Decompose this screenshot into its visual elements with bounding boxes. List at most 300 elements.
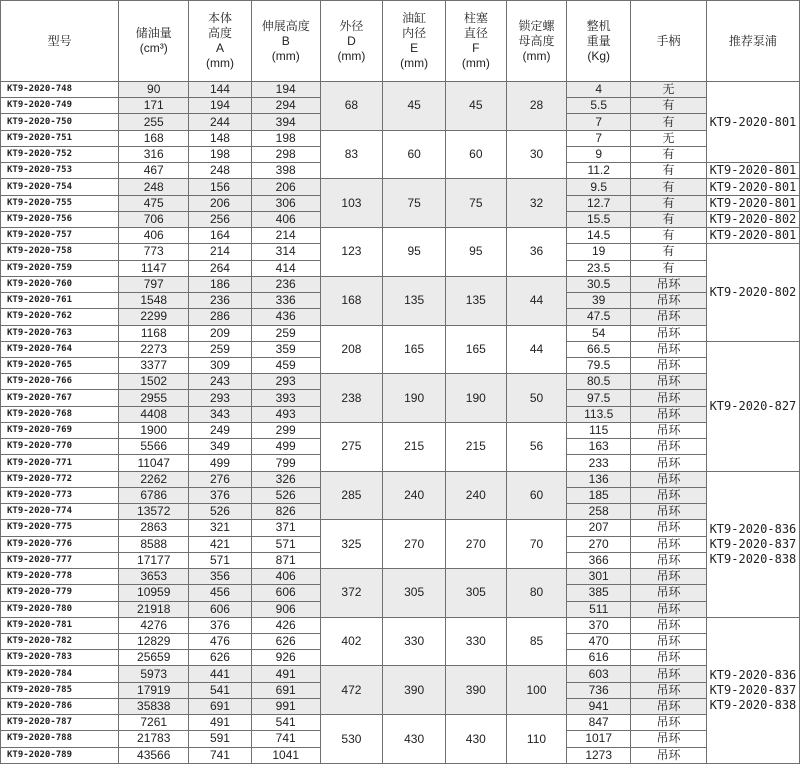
extended-height-cell: 259 — [251, 325, 320, 341]
oil-capacity-cell: 2955 — [119, 390, 189, 406]
oil-capacity-cell: 168 — [119, 130, 189, 146]
oil-capacity-cell: 773 — [119, 244, 189, 260]
oil-capacity-cell: 35838 — [119, 698, 189, 714]
model-cell: KT9-2020-759 — [1, 260, 119, 276]
handle-cell: 无 — [631, 130, 707, 146]
body-height-cell: 209 — [189, 325, 252, 341]
model-cell: KT9-2020-764 — [1, 341, 119, 357]
table-row — [1, 82, 800, 98]
body-height-cell: 343 — [189, 406, 252, 422]
outer-diameter-cell: 285 — [320, 471, 383, 520]
oil-capacity-cell: 406 — [119, 228, 189, 244]
body-height-cell: 571 — [189, 552, 252, 568]
extended-height-cell: 991 — [251, 698, 320, 714]
weight-cell: 470 — [567, 633, 631, 649]
pump-model-text: KT9-2020-801 — [709, 179, 797, 194]
handle-cell: 吊环 — [631, 357, 707, 373]
extended-height-cell: 499 — [251, 439, 320, 455]
outer-diameter-cell: 68 — [320, 82, 383, 131]
model-cell: KT9-2020-787 — [1, 715, 119, 731]
model-cell: KT9-2020-766 — [1, 374, 119, 390]
handle-cell: 吊环 — [631, 601, 707, 617]
handle-cell: 吊环 — [631, 374, 707, 390]
handle-cell: 吊环 — [631, 422, 707, 438]
weight-cell: 370 — [567, 617, 631, 633]
table-row — [1, 276, 800, 292]
plunger-diameter-cell: 430 — [445, 715, 506, 764]
model-cell: KT9-2020-773 — [1, 487, 119, 503]
extended-height-cell: 571 — [251, 536, 320, 552]
cylinder-bore-cell: 270 — [383, 520, 446, 569]
oil-capacity-cell: 12829 — [119, 633, 189, 649]
model-cell: KT9-2020-768 — [1, 406, 119, 422]
extended-height-cell: 299 — [251, 422, 320, 438]
model-cell: KT9-2020-751 — [1, 130, 119, 146]
table-row — [1, 471, 800, 487]
lock-nut-height-cell: 32 — [506, 179, 567, 228]
model-cell: KT9-2020-776 — [1, 536, 119, 552]
handle-cell: 吊环 — [631, 390, 707, 406]
body-height-cell: 349 — [189, 439, 252, 455]
handle-cell: 吊环 — [631, 650, 707, 666]
oil-capacity-cell: 21918 — [119, 601, 189, 617]
lock-nut-height-cell: 100 — [506, 666, 567, 715]
handle-cell: 有 — [631, 244, 707, 260]
lock-nut-height-cell: 44 — [506, 276, 567, 325]
cylinder-bore-cell: 135 — [383, 276, 446, 325]
table-row — [1, 666, 800, 682]
outer-diameter-cell: 123 — [320, 228, 383, 277]
table-row — [1, 520, 800, 536]
extended-height-cell: 871 — [251, 552, 320, 568]
oil-capacity-cell: 248 — [119, 179, 189, 195]
extended-height-cell: 406 — [251, 569, 320, 585]
weight-cell: 385 — [567, 585, 631, 601]
plunger-diameter-cell: 390 — [445, 666, 506, 715]
handle-cell: 吊环 — [631, 309, 707, 325]
oil-capacity-cell: 4408 — [119, 406, 189, 422]
model-cell: KT9-2020-770 — [1, 439, 119, 455]
weight-cell: 9 — [567, 146, 631, 162]
weight-cell: 39 — [567, 293, 631, 309]
oil-capacity-cell: 1147 — [119, 260, 189, 276]
body-height-cell: 356 — [189, 569, 252, 585]
oil-capacity-cell: 43566 — [119, 747, 189, 763]
header-outer-diameter: 外径 D (mm) — [320, 1, 383, 82]
cylinder-bore-cell: 215 — [383, 422, 446, 471]
weight-cell: 258 — [567, 504, 631, 520]
body-height-cell: 476 — [189, 633, 252, 649]
weight-cell: 14.5 — [567, 228, 631, 244]
body-height-cell: 541 — [189, 682, 252, 698]
weight-cell: 115 — [567, 422, 631, 438]
body-height-cell: 214 — [189, 244, 252, 260]
oil-capacity-cell: 316 — [119, 146, 189, 162]
body-height-cell: 194 — [189, 98, 252, 114]
model-cell: KT9-2020-788 — [1, 731, 119, 747]
header-row — [1, 1, 800, 82]
handle-cell: 吊环 — [631, 325, 707, 341]
weight-cell: 7 — [567, 114, 631, 130]
pump-model-text: KT9-2020-827 — [709, 398, 797, 413]
table-row — [1, 179, 800, 195]
recommended-pump-cell — [706, 211, 799, 227]
body-height-cell: 321 — [189, 520, 252, 536]
pump-model-text: KT9-2020-801 — [709, 114, 797, 129]
plunger-diameter-cell: 45 — [445, 82, 506, 131]
oil-capacity-cell: 10959 — [119, 585, 189, 601]
body-height-cell: 691 — [189, 698, 252, 714]
oil-capacity-cell: 6786 — [119, 487, 189, 503]
handle-cell: 有 — [631, 195, 707, 211]
model-cell: KT9-2020-748 — [1, 82, 119, 98]
model-cell: KT9-2020-754 — [1, 179, 119, 195]
outer-diameter-cell: 472 — [320, 666, 383, 715]
table-row — [1, 569, 800, 585]
lock-nut-height-cell: 56 — [506, 422, 567, 471]
header-model: 型号 — [1, 1, 119, 82]
header-body-height: 本体 高度 A (mm) — [189, 1, 252, 82]
weight-cell: 366 — [567, 552, 631, 568]
plunger-diameter-cell: 240 — [445, 471, 506, 520]
extended-height-cell: 459 — [251, 357, 320, 373]
handle-cell: 有 — [631, 163, 707, 179]
handle-cell: 有 — [631, 211, 707, 227]
extended-height-cell: 314 — [251, 244, 320, 260]
weight-cell: 5.5 — [567, 98, 631, 114]
extended-height-cell: 491 — [251, 666, 320, 682]
extended-height-cell: 198 — [251, 130, 320, 146]
weight-cell: 207 — [567, 520, 631, 536]
body-height-cell: 286 — [189, 309, 252, 325]
extended-height-cell: 414 — [251, 260, 320, 276]
extended-height-cell: 906 — [251, 601, 320, 617]
body-height-cell: 491 — [189, 715, 252, 731]
weight-cell: 15.5 — [567, 211, 631, 227]
weight-cell: 4 — [567, 82, 631, 98]
pump-model-text: KT9-2020-801 — [709, 163, 797, 178]
outer-diameter-cell: 325 — [320, 520, 383, 569]
extended-height-cell: 541 — [251, 715, 320, 731]
extended-height-cell: 236 — [251, 276, 320, 292]
weight-cell: 941 — [567, 698, 631, 714]
weight-cell: 12.7 — [567, 195, 631, 211]
oil-capacity-cell: 4276 — [119, 617, 189, 633]
model-cell: KT9-2020-784 — [1, 666, 119, 682]
handle-cell: 有 — [631, 260, 707, 276]
model-cell: KT9-2020-756 — [1, 211, 119, 227]
handle-cell: 有 — [631, 98, 707, 114]
cylinder-bore-cell: 390 — [383, 666, 446, 715]
outer-diameter-cell: 402 — [320, 617, 383, 666]
plunger-diameter-cell: 305 — [445, 569, 506, 618]
model-cell: KT9-2020-774 — [1, 504, 119, 520]
extended-height-cell: 799 — [251, 455, 320, 471]
weight-cell: 23.5 — [567, 260, 631, 276]
weight-cell: 7 — [567, 130, 631, 146]
outer-diameter-cell: 238 — [320, 374, 383, 423]
body-height-cell: 248 — [189, 163, 252, 179]
handle-cell: 吊环 — [631, 585, 707, 601]
oil-capacity-cell: 5566 — [119, 439, 189, 455]
lock-nut-height-cell: 50 — [506, 374, 567, 423]
recommended-pump-cell — [706, 228, 799, 244]
extended-height-cell: 206 — [251, 179, 320, 195]
recommended-pump-cell — [706, 341, 799, 471]
extended-height-cell: 326 — [251, 471, 320, 487]
handle-cell: 吊环 — [631, 471, 707, 487]
table-row — [1, 325, 800, 341]
weight-cell: 736 — [567, 682, 631, 698]
extended-height-cell: 626 — [251, 633, 320, 649]
model-cell: KT9-2020-777 — [1, 552, 119, 568]
extended-height-cell: 436 — [251, 309, 320, 325]
handle-cell: 有 — [631, 228, 707, 244]
body-height-cell: 741 — [189, 747, 252, 763]
weight-cell: 270 — [567, 536, 631, 552]
weight-cell: 30.5 — [567, 276, 631, 292]
oil-capacity-cell: 2863 — [119, 520, 189, 536]
weight-cell: 66.5 — [567, 341, 631, 357]
oil-capacity-cell: 17177 — [119, 552, 189, 568]
handle-cell: 吊环 — [631, 698, 707, 714]
extended-height-cell: 298 — [251, 146, 320, 162]
handle-cell: 有 — [631, 179, 707, 195]
extended-height-cell: 606 — [251, 585, 320, 601]
body-height-cell: 148 — [189, 130, 252, 146]
model-cell: KT9-2020-767 — [1, 390, 119, 406]
plunger-diameter-cell: 270 — [445, 520, 506, 569]
weight-cell: 301 — [567, 569, 631, 585]
cylinder-bore-cell: 430 — [383, 715, 446, 764]
handle-cell: 吊环 — [631, 293, 707, 309]
body-height-cell: 376 — [189, 487, 252, 503]
pump-model-text: KT9-2020-802 — [709, 285, 797, 300]
extended-height-cell: 214 — [251, 228, 320, 244]
extended-height-cell: 741 — [251, 731, 320, 747]
outer-diameter-cell: 103 — [320, 179, 383, 228]
oil-capacity-cell: 7261 — [119, 715, 189, 731]
cylinder-bore-cell: 75 — [383, 179, 446, 228]
model-cell: KT9-2020-775 — [1, 520, 119, 536]
handle-cell: 吊环 — [631, 747, 707, 763]
body-height-cell: 309 — [189, 357, 252, 373]
pump-model-text: KT9-2020-836 — [709, 667, 797, 682]
outer-diameter-cell: 275 — [320, 422, 383, 471]
plunger-diameter-cell: 165 — [445, 325, 506, 374]
table-row — [1, 422, 800, 438]
model-cell: KT9-2020-765 — [1, 357, 119, 373]
body-height-cell: 164 — [189, 228, 252, 244]
handle-cell: 吊环 — [631, 455, 707, 471]
extended-height-cell: 493 — [251, 406, 320, 422]
header-weight: 整机 重量 (Kg) — [567, 1, 631, 82]
outer-diameter-cell: 83 — [320, 130, 383, 179]
lock-nut-height-cell: 36 — [506, 228, 567, 277]
extended-height-cell: 426 — [251, 617, 320, 633]
plunger-diameter-cell: 75 — [445, 179, 506, 228]
cylinder-bore-cell: 305 — [383, 569, 446, 618]
model-cell: KT9-2020-780 — [1, 601, 119, 617]
cylinder-bore-cell: 60 — [383, 130, 446, 179]
oil-capacity-cell: 2299 — [119, 309, 189, 325]
extended-height-cell: 1041 — [251, 747, 320, 763]
body-height-cell: 376 — [189, 617, 252, 633]
pump-model-text: KT9-2020-838 — [709, 551, 797, 566]
extended-height-cell: 406 — [251, 211, 320, 227]
oil-capacity-cell: 3377 — [119, 357, 189, 373]
handle-cell: 吊环 — [631, 731, 707, 747]
handle-cell: 吊环 — [631, 552, 707, 568]
weight-cell: 847 — [567, 715, 631, 731]
handle-cell: 吊环 — [631, 715, 707, 731]
model-cell: KT9-2020-749 — [1, 98, 119, 114]
oil-capacity-cell: 11047 — [119, 455, 189, 471]
cylinder-bore-cell: 240 — [383, 471, 446, 520]
extended-height-cell: 826 — [251, 504, 320, 520]
model-cell: KT9-2020-758 — [1, 244, 119, 260]
body-height-cell: 244 — [189, 114, 252, 130]
handle-cell: 吊环 — [631, 487, 707, 503]
body-height-cell: 256 — [189, 211, 252, 227]
oil-capacity-cell: 5973 — [119, 666, 189, 682]
handle-cell: 吊环 — [631, 406, 707, 422]
lock-nut-height-cell: 44 — [506, 325, 567, 374]
oil-capacity-cell: 21783 — [119, 731, 189, 747]
model-cell: KT9-2020-786 — [1, 698, 119, 714]
handle-cell: 吊环 — [631, 504, 707, 520]
outer-diameter-cell: 208 — [320, 325, 383, 374]
handle-cell: 吊环 — [631, 666, 707, 682]
cylinder-bore-cell: 165 — [383, 325, 446, 374]
recommended-pump-cell — [706, 163, 799, 179]
extended-height-cell: 293 — [251, 374, 320, 390]
header-oil-capacity: 储油量 (cm³) — [119, 1, 189, 82]
extended-height-cell: 393 — [251, 390, 320, 406]
pump-model-text: KT9-2020-838 — [709, 697, 797, 712]
body-height-cell: 236 — [189, 293, 252, 309]
body-height-cell: 456 — [189, 585, 252, 601]
weight-cell: 19 — [567, 244, 631, 260]
outer-diameter-cell: 530 — [320, 715, 383, 764]
extended-height-cell: 194 — [251, 82, 320, 98]
model-cell: KT9-2020-762 — [1, 309, 119, 325]
handle-cell: 吊环 — [631, 520, 707, 536]
pump-model-text: KT9-2020-837 — [709, 682, 797, 697]
model-cell: KT9-2020-785 — [1, 682, 119, 698]
weight-cell: 233 — [567, 455, 631, 471]
body-height-cell: 293 — [189, 390, 252, 406]
plunger-diameter-cell: 215 — [445, 422, 506, 471]
model-cell: KT9-2020-753 — [1, 163, 119, 179]
extended-height-cell: 371 — [251, 520, 320, 536]
cylinder-bore-cell: 330 — [383, 617, 446, 666]
oil-capacity-cell: 797 — [119, 276, 189, 292]
oil-capacity-cell: 1900 — [119, 422, 189, 438]
body-height-cell: 243 — [189, 374, 252, 390]
model-cell: KT9-2020-757 — [1, 228, 119, 244]
oil-capacity-cell: 706 — [119, 211, 189, 227]
table-row — [1, 374, 800, 390]
weight-cell: 136 — [567, 471, 631, 487]
weight-cell: 97.5 — [567, 390, 631, 406]
recommended-pump-cell — [706, 82, 799, 163]
outer-diameter-cell: 168 — [320, 276, 383, 325]
recommended-pump-cell — [706, 244, 799, 341]
model-cell: KT9-2020-789 — [1, 747, 119, 763]
weight-cell: 79.5 — [567, 357, 631, 373]
oil-capacity-cell: 25659 — [119, 650, 189, 666]
recommended-pump-cell — [706, 179, 799, 195]
model-cell: KT9-2020-755 — [1, 195, 119, 211]
body-height-cell: 499 — [189, 455, 252, 471]
table-row — [1, 228, 800, 244]
handle-cell: 吊环 — [631, 682, 707, 698]
lock-nut-height-cell: 60 — [506, 471, 567, 520]
handle-cell: 有 — [631, 114, 707, 130]
body-height-cell: 526 — [189, 504, 252, 520]
oil-capacity-cell: 17919 — [119, 682, 189, 698]
extended-height-cell: 294 — [251, 98, 320, 114]
weight-cell: 1017 — [567, 731, 631, 747]
model-cell: KT9-2020-760 — [1, 276, 119, 292]
oil-capacity-cell: 1168 — [119, 325, 189, 341]
extended-height-cell: 336 — [251, 293, 320, 309]
oil-capacity-cell: 8588 — [119, 536, 189, 552]
handle-cell: 吊环 — [631, 341, 707, 357]
header-cylinder-bore: 油缸 内径 E (mm) — [383, 1, 446, 82]
oil-capacity-cell: 2273 — [119, 341, 189, 357]
model-cell: KT9-2020-763 — [1, 325, 119, 341]
weight-cell: 511 — [567, 601, 631, 617]
model-cell: KT9-2020-779 — [1, 585, 119, 601]
plunger-diameter-cell: 135 — [445, 276, 506, 325]
table-row — [1, 130, 800, 146]
oil-capacity-cell: 171 — [119, 98, 189, 114]
cylinder-bore-cell: 190 — [383, 374, 446, 423]
handle-cell: 吊环 — [631, 569, 707, 585]
header-plunger-diameter: 柱塞 直径 F (mm) — [445, 1, 506, 82]
cylinder-bore-cell: 95 — [383, 228, 446, 277]
handle-cell: 吊环 — [631, 617, 707, 633]
weight-cell: 113.5 — [567, 406, 631, 422]
model-cell: KT9-2020-783 — [1, 650, 119, 666]
weight-cell: 1273 — [567, 747, 631, 763]
lock-nut-height-cell: 85 — [506, 617, 567, 666]
lock-nut-height-cell: 80 — [506, 569, 567, 618]
plunger-diameter-cell: 330 — [445, 617, 506, 666]
model-cell: KT9-2020-772 — [1, 471, 119, 487]
oil-capacity-cell: 1502 — [119, 374, 189, 390]
extended-height-cell: 394 — [251, 114, 320, 130]
lock-nut-height-cell: 30 — [506, 130, 567, 179]
weight-cell: 47.5 — [567, 309, 631, 325]
lock-nut-height-cell: 110 — [506, 715, 567, 764]
plunger-diameter-cell: 95 — [445, 228, 506, 277]
plunger-diameter-cell: 60 — [445, 130, 506, 179]
body-height-cell: 421 — [189, 536, 252, 552]
body-height-cell: 206 — [189, 195, 252, 211]
outer-diameter-cell: 372 — [320, 569, 383, 618]
weight-cell: 11.2 — [567, 163, 631, 179]
header-lock-nut-height: 锁定螺 母高度 (mm) — [506, 1, 567, 82]
lock-nut-height-cell: 70 — [506, 520, 567, 569]
table-body — [1, 82, 800, 764]
oil-capacity-cell: 1548 — [119, 293, 189, 309]
oil-capacity-cell: 3653 — [119, 569, 189, 585]
recommended-pump-cell — [706, 471, 799, 617]
pump-model-text: KT9-2020-836 — [709, 521, 797, 536]
